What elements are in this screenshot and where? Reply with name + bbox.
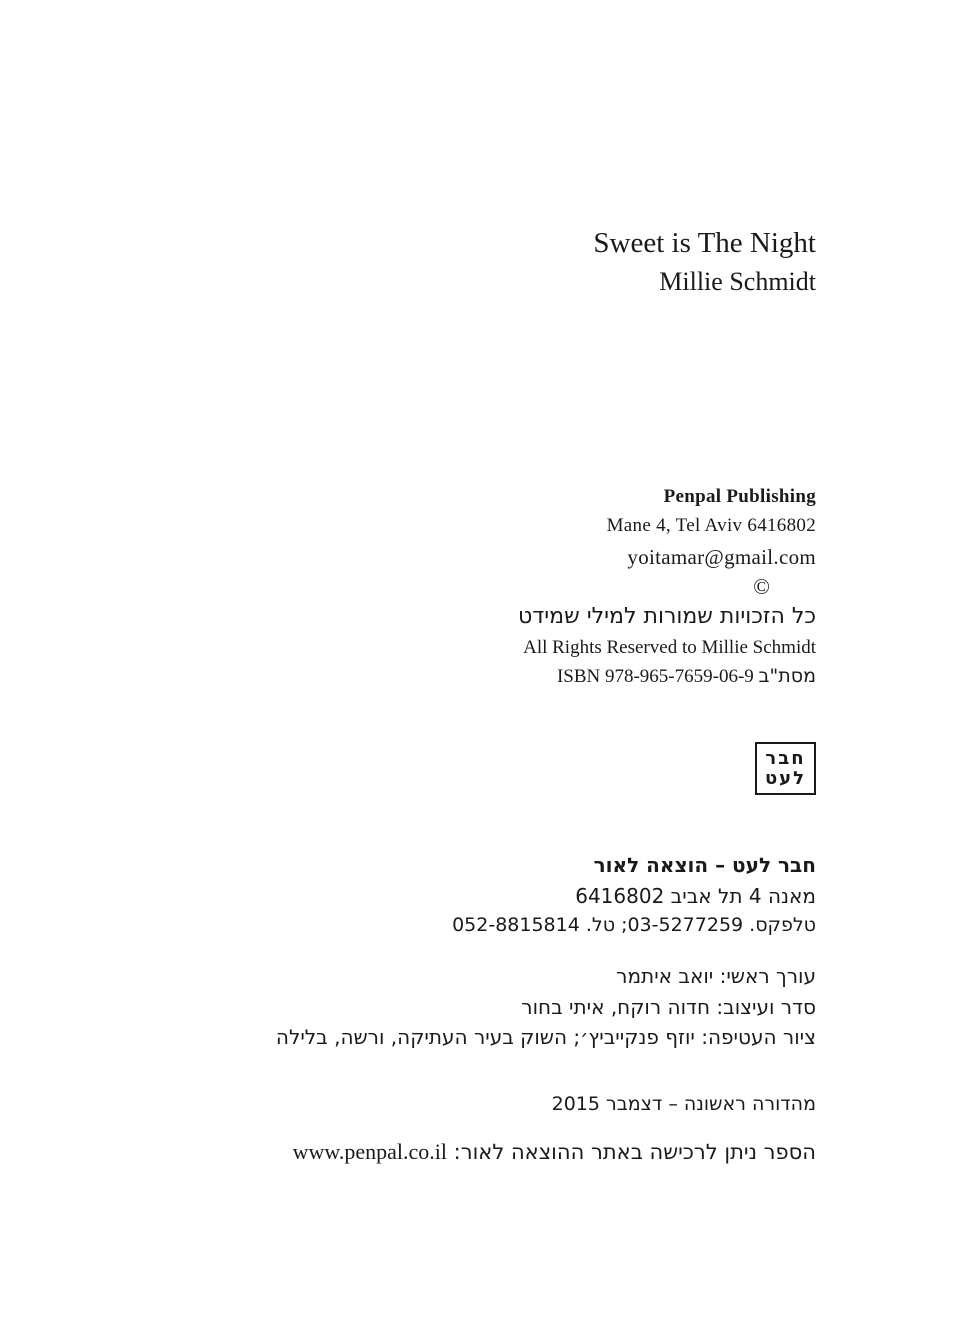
rights-reserved-english: All Rights Reserved to Millie Schmidt xyxy=(523,637,816,658)
credit-editor: עורך ראשי: יואב איתמר xyxy=(616,964,816,988)
publisher-email: yoitamar@gmail.com xyxy=(627,545,816,569)
purchase-site-line xyxy=(293,1141,816,1163)
edition-line: מהדורה ראשונה – דצמבר 2015 xyxy=(551,1093,816,1115)
publisher-logo xyxy=(755,742,816,795)
purchase-site-url: www.penpal.co.il xyxy=(292,1139,447,1164)
logo-line-2: לעט xyxy=(764,767,807,789)
isbn-number: 978-965-7659-06-9 xyxy=(604,666,754,687)
book-title: Sweet is The Night xyxy=(593,227,816,259)
rights-reserved-hebrew: כל הזכויות שמורות למילי שמידט xyxy=(517,604,816,629)
publisher-phone-hebrew: טלפקס. 03-5277259; טל. 052-8815814 xyxy=(452,914,816,936)
credit-layout: סדר ועיצוב: חדוה רוקח, איתי בחור xyxy=(521,995,816,1019)
isbn-label: ISBN xyxy=(556,666,601,687)
book-author: Millie Schmidt xyxy=(659,267,816,296)
credit-cover: ציור העטיפה: יוזף פנקייביץ׳; השוק בעיר העתיקה, ורשה, בלילה xyxy=(275,1025,816,1049)
publisher-address-hebrew: מאנה 4 תל אביב 6416802 xyxy=(575,884,816,908)
copyright-symbol: © xyxy=(753,574,770,599)
purchase-site-text: הספר ניתן לרכישה באתר ההוצאה לאור: xyxy=(453,1140,816,1164)
isbn-line xyxy=(557,667,816,686)
publisher-name-hebrew: חבר לעט – הוצאה לאור xyxy=(593,853,816,877)
isbn-hebrew-label: מסת"ב xyxy=(758,665,816,687)
publisher-name: Penpal Publishing xyxy=(663,486,816,507)
logo-line-1: חבר xyxy=(765,747,806,769)
publisher-address: Mane 4, Tel Aviv 6416802 xyxy=(606,515,816,536)
